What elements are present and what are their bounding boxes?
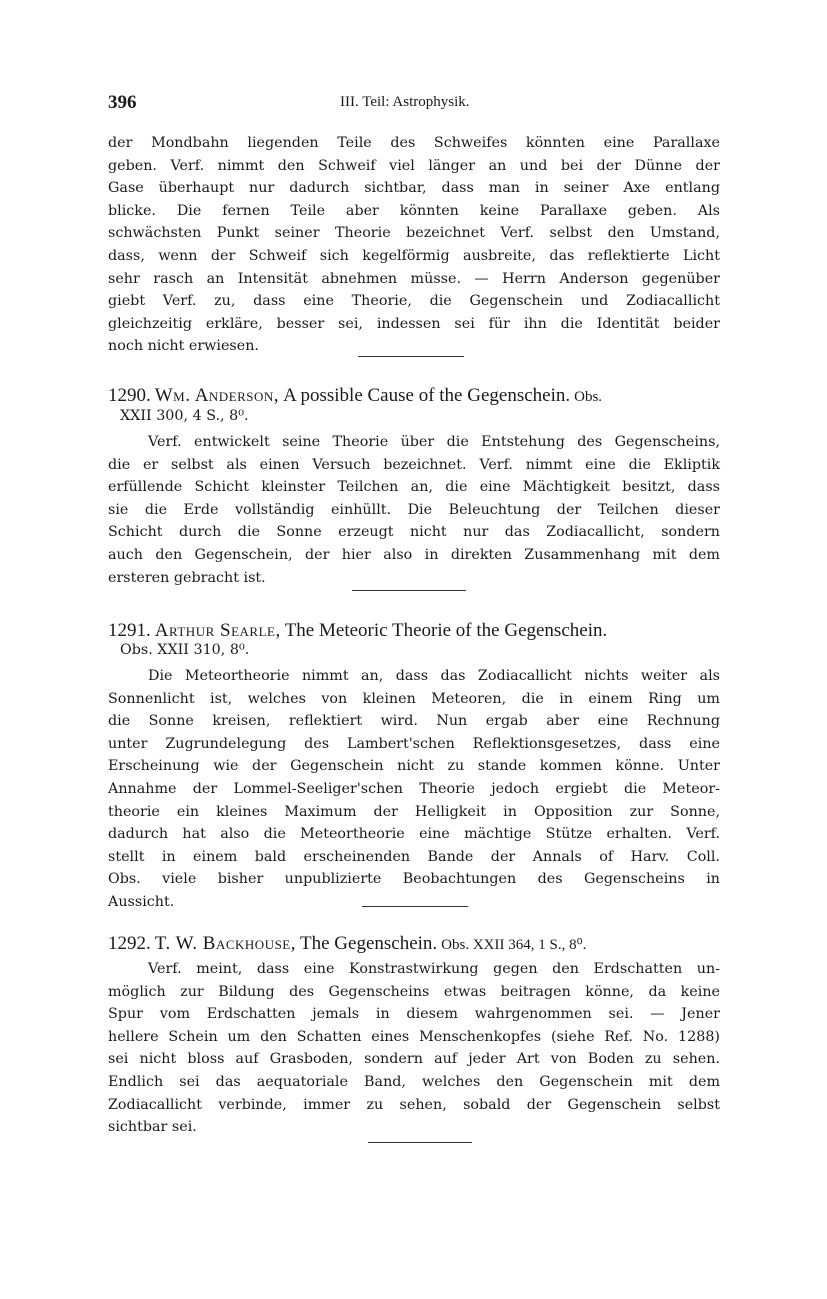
entry-title: The Meteoric Theorie of the Gegenschein. [284, 620, 608, 641]
text-line: Die Meteortheorie nimmt an, dass das Zodiacallicht nichts weiter als [148, 668, 720, 684]
entry-title: The Gegenschein. [300, 933, 438, 954]
entry-body-1292 [108, 958, 720, 1139]
section-divider [358, 356, 464, 357]
entry-number: 1291. [108, 620, 151, 641]
text-line: erfüllende Schicht kleinster Teilchen an, die eine Mächtigkeit besitzt, dass [108, 479, 720, 496]
section-divider [352, 590, 466, 591]
text-line: sichtbar sei. [108, 1119, 197, 1136]
section-divider [362, 906, 468, 907]
text-line: schwächsten Punkt seiner Theorie bezeichnet Verf. selbst den Umstand, [108, 225, 720, 242]
text-line: auch den Gegenschein, der hier also in direkten Zusammenhang mit dem [108, 546, 720, 563]
text-line: Verf. meint, dass eine Konstrastwirkung gegen den Erdschatten un- [148, 961, 720, 977]
text-line: theorie ein kleines Maximum der Helligkeit in Opposition zur Sonne, [108, 803, 720, 820]
text-line: sehr rasch an Intensität abnehmen müsse. — Herrn Anderson gegenüber [108, 270, 720, 287]
text-line: unter Zugrundelegung des Lambert'schen Reflektionsgesetzes, dass eine [108, 735, 720, 752]
entry-number: 1290. [108, 385, 151, 406]
text-line: noch nicht erwiesen. [108, 338, 259, 355]
text-line: giebt Verf. zu, dass eine Theorie, die Gegenschein und Zodiacallicht [108, 293, 720, 310]
text-line: Erscheinung wie der Gegenschein nicht zu stande kommen könne. Unter [108, 758, 720, 775]
text-line: Schicht durch die Sonne erzeugt nicht nur das Zodiacallicht, sondern [108, 524, 720, 541]
text-line: dass, wenn der Schweif sich kegelförmig ausbreite, das reflektierte Licht [108, 247, 720, 264]
text-line: stellt in einem bald erscheinenden Bande der Annals of Harv. Coll. [108, 848, 720, 865]
text-line: Gase überhaupt nur dadurch sichtbar, dass man in seiner Axe entlang [108, 180, 720, 197]
text-line: Sonnenlicht ist, welches von kleinen Meteoren, die in einem Ring um [108, 690, 720, 707]
section-divider [368, 1142, 472, 1143]
text-line: Verf. entwickelt seine Theorie über die Entstehung des Gegenscheins, [148, 434, 720, 450]
running-head: III. Teil: Astrophysik. [340, 94, 470, 110]
text-line: die er selbst als einen Versuch bezeichnet. Verf. nimmt eine die Ekliptik [108, 456, 720, 473]
text-line: möglich zur Bildung des Gegenscheins etwas beitragen könne, da keine [108, 983, 720, 1000]
text-line: sie die Erde vollständig einhüllt. Die Beleuchtung der Teilchen dieser [108, 501, 720, 518]
text-line: hellere Schein um den Schatten eines Menschenkopfes (siehe Ref. No. 1288) [108, 1028, 720, 1045]
text-line: Endlich sei das aequatoriale Band, welches den Gegenschein mit dem [108, 1073, 720, 1090]
entry-heading-1292 [108, 933, 720, 955]
entry-author: T. W. Backhouse, [154, 933, 296, 954]
entry-reference-sub: Obs. XXII 310, 8⁰. [120, 642, 250, 658]
text-line: Zodiacallicht verbinde, immer zu sehen, sobald der Gegenschein selbst [108, 1096, 720, 1113]
text-line: dadurch hat also die Meteortheorie eine mächtige Stütze erhalten. Verf. [108, 826, 720, 843]
entry-author: Arthur Searle, [154, 620, 281, 641]
entry-reference: Obs. XXII 364, 1 S., 8⁰. [441, 937, 587, 953]
text-line: Obs. viele bisher unpublizierte Beobachtungen des Gegenscheins in [108, 871, 720, 888]
entry-heading-1290 [108, 385, 720, 407]
text-line: Spur vom Erdschatten jemals in diesem wahrgenommen sei. — Jener [108, 1006, 720, 1023]
entry-body-1291 [108, 665, 720, 914]
entry-body-1290 [108, 431, 720, 589]
text-line: die Sonne kreisen, reflektiert wird. Nun ergab aber eine Rechnung [108, 713, 720, 730]
text-line: Aussicht. [108, 893, 175, 910]
entry-reference: Obs. [574, 389, 603, 405]
text-line: sei nicht bloss auf Grasboden, sondern auf jeder Art von Boden zu sehen. [108, 1051, 720, 1068]
page-number: 396 [108, 92, 137, 113]
page-header [108, 92, 720, 116]
text-line: Annahme der Lommel-Seeliger'schen Theorie jedoch ergiebt die Meteor- [108, 780, 720, 797]
continuation-paragraph [108, 132, 720, 358]
entry-reference-sub: XXII 300, 4 S., 8⁰. [120, 408, 249, 424]
text-line: ersteren gebracht ist. [108, 569, 266, 586]
entry-number: 1292. [108, 933, 151, 954]
entry-title: A possible Cause of the Gegenschein. [283, 385, 571, 406]
entry-heading-1291 [108, 620, 720, 642]
entry-author: Wm. Anderson, [154, 385, 280, 406]
text-line: der Mondbahn liegenden Teile des Schweifes könnten eine Parallaxe [108, 135, 720, 151]
text-line: gleichzeitig erkläre, besser sei, indessen sei für ihn die Identität beider [108, 315, 720, 332]
text-line: geben. Verf. nimmt den Schweif viel länger an und bei der Dünne der [108, 157, 720, 174]
text-line: blicke. Die fernen Teile aber könnten keine Parallaxe geben. Als [108, 202, 720, 219]
